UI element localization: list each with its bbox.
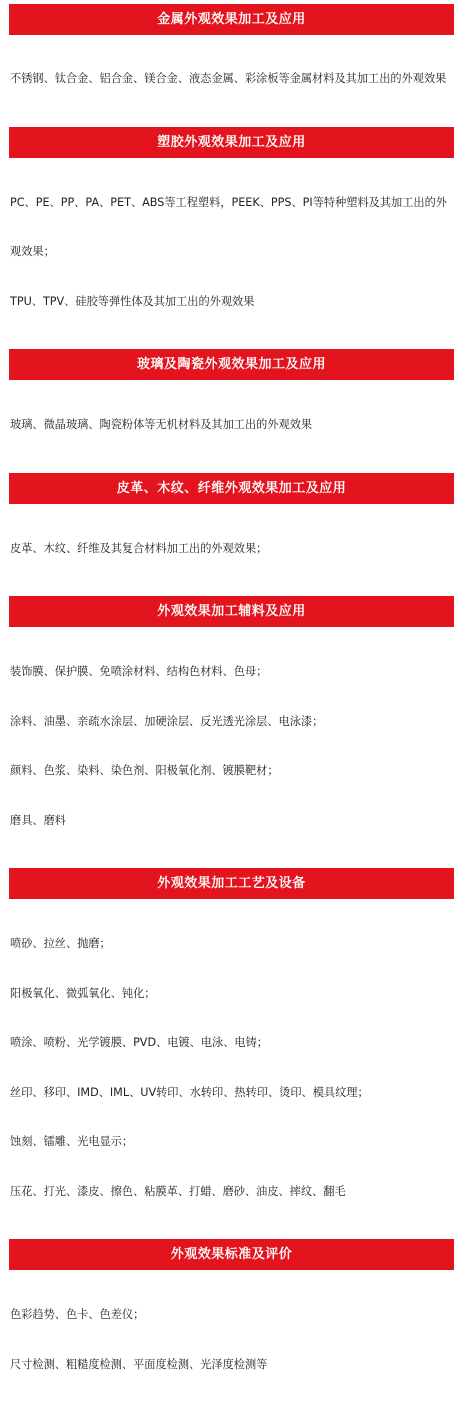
content-line: 磨具、磨料	[10, 813, 66, 827]
section-title-banner: 皮革、木纹、纤维外观效果加工及应用	[9, 473, 454, 504]
section-standards-evaluation	[6, 1239, 457, 1412]
content-line: 阳极氧化、微弧氧化、钝化；	[10, 986, 156, 1000]
content-line: 喷涂、喷粉、光学镀膜、PVD、电镀、电泳、电铸；	[10, 1036, 268, 1049]
section-glass-ceramic	[6, 349, 457, 473]
section-title-banner: 金属外观效果加工及应用	[9, 4, 454, 35]
section-title-banner: 外观效果加工工艺及设备	[9, 868, 454, 899]
section-metal	[6, 4, 457, 127]
content-line: PC、PE、PP、PA、PET、ABS等工程塑料，PEEK、PPS、PI等特种塑料及其加工出的外	[10, 195, 447, 209]
section-content	[6, 35, 457, 127]
content-line: 装饰膜、保护膜、免喷涂材料、结构色材料、色母；	[10, 665, 268, 678]
section-content	[6, 1270, 457, 1412]
section-title-banner: 玻璃及陶瓷外观效果加工及应用	[9, 349, 454, 380]
content-line: TPU、TPV、硅胶等弹性体及其加工出的外观效果	[10, 294, 255, 308]
content-line: 蚀刻、镭雕、光电显示；	[10, 1135, 134, 1148]
content-line: 压花、打光、漆皮、擦色、粘膜革、打蜡、磨砂、油皮、摔纹、翻毛	[10, 1184, 346, 1198]
content-line: 不锈钢、钛合金、铝合金、镁合金、液态金属、彩涂板等金属材料及其加工出的外观效果	[10, 72, 447, 85]
section-auxiliary-materials	[6, 596, 457, 868]
content-line: 色彩趋势、色卡、色差仪；	[10, 1308, 145, 1321]
content-line: 观效果；	[10, 245, 55, 258]
section-title-banner: 外观效果标准及评价	[9, 1239, 454, 1270]
section-process-equipment	[6, 868, 457, 1239]
content-line: 涂料、油墨、亲疏水涂层、加硬涂层、反光透光涂层、电泳漆；	[10, 714, 324, 728]
section-content	[6, 380, 457, 473]
section-content	[6, 158, 457, 350]
section-content	[6, 504, 457, 597]
content-line: 喷砂、拉丝、抛磨；	[10, 937, 111, 950]
content-line: 皮革、木纹、纤维及其复合材料加工出的外观效果；	[10, 541, 268, 555]
section-content	[6, 899, 457, 1239]
section-leather-wood-fiber	[6, 473, 457, 597]
content-line: 颜料、色浆、染料、染色剂、阳极氧化剂、镀膜靶材；	[10, 764, 279, 777]
content-line: 丝印、移印、IMD、IML、UV转印、水转印、热转印、烫印、模具纹理；	[10, 1085, 369, 1099]
content-line: 尺寸检测、粗糙度检测、平面度检测、光泽度检测等	[10, 1357, 268, 1371]
section-plastic	[6, 127, 457, 350]
section-title-banner: 塑胶外观效果加工及应用	[9, 127, 454, 158]
section-content	[6, 627, 457, 868]
section-title-banner: 外观效果加工辅料及应用	[9, 596, 454, 627]
content-line: 玻璃、微晶玻璃、陶瓷粉体等无机材料及其加工出的外观效果	[10, 418, 313, 431]
